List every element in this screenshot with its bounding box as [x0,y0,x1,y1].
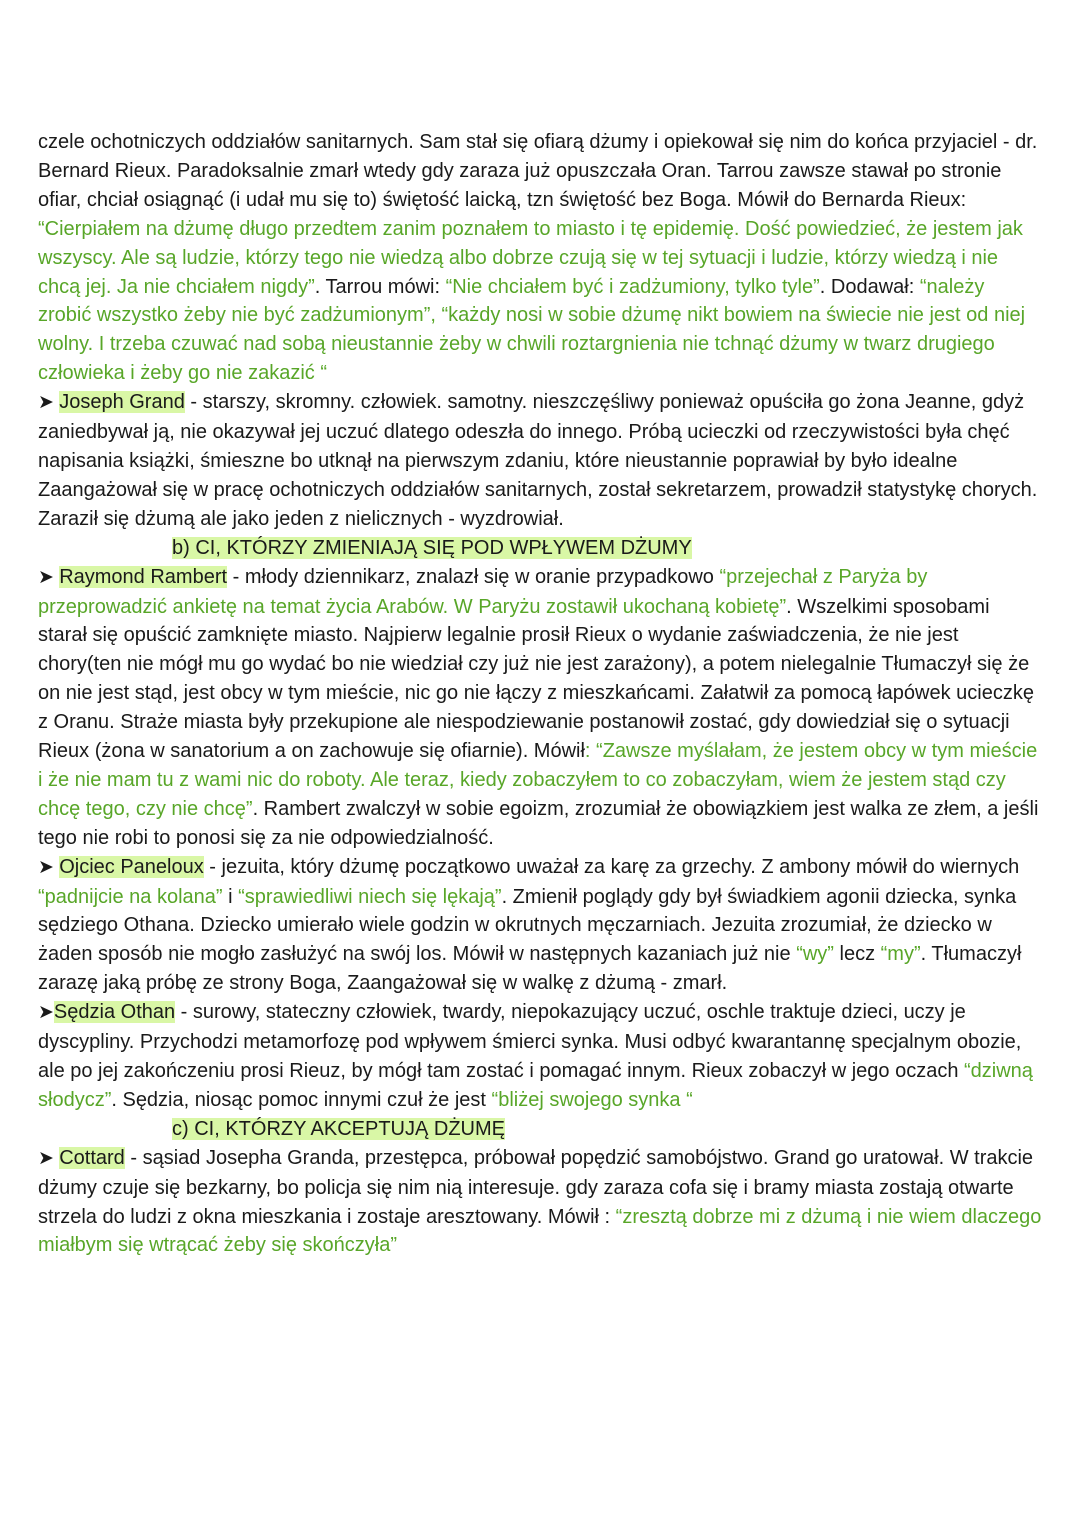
document-page [38,128,1042,1260]
character-name: Sędzia Othan [53,1001,176,1024]
tarrou-paragraph [38,128,1042,388]
text-segment: - surowy, stateczny człowiek, twardy, niepokazujący uczuć, oschle traktuje dzieci, uczy je dyscypliny. Przychodzi metamorfozę pod wpływem śmierci synka. Musi odbyć kwarantannę specjalnym obozie, ale po jej zakończeniu prosi Rieuz, by mógł tam zostać i pomagać innym. Rieux zobaczył w jego oczach [38,1001,1022,1082]
quote-text: “należy zrobić wszystko żeby nie być zadżumionym”, “każdy nosi w sobie dżumę nikt bowiem na świecie nie jest od niej wolny. I trzeba czuwać nad sobą nieustannie żeby w chwili roztargnienia nie tchnąć dżumy w twarz drugiego człowieka i żeby go nie zakazić “ [38,275,1026,385]
text-segment: . Zmienił poglądy gdy był świadkiem agonii dziecka, synka sędziego Othana. Dziecko umierało wiele godzin w okrutnych męczarniach. Jezuita zrozumiał, że dziecko w żaden sposób nie mogło zasłużyć na swój los. Mówił w następnych kazaniach już nie [38,885,1017,966]
text-segment: - młody dziennikarz, znalazł się w oranie przypadkowo [227,565,720,588]
heading-c [38,1115,1042,1144]
quote-text: “padnijcie na kolana” [38,885,223,908]
text-segment: lecz [833,943,881,966]
text-segment: - sąsiad Josepha Granda, przestępca, próbował popędzić samobójstwo. Grand go uratował. W trakcie dżumy czuje się bezkarny, bo policja się nim nią interesuje. gdy zaraza cofa się i bramy miasta zostają otwarte strzela do ludzi z okna mieszkania i zostaje aresztowany. Mówił : [38,1146,1034,1228]
character-name: Joseph Grand [59,391,185,414]
quote-text: “Cierpiałem na dżumę długo przedtem zanim poznałem to miasto i tę epidemię. Dość powiedzieć, że jestem jak wszyscy. Ale są ludzie, którzy tego nie wiedzą albo dobrze czują się w tej sytuacji i ludzie, którzy wiedzą i nie chcą jej. Ja nie chciałem nigdy” [38,217,1023,298]
text-segment: . Tłumaczył zarazę jaką próbę ze strony Boga, Zaangażował się w walkę z dżumą - zmarł. [38,943,1022,995]
text-segment: - starszy, skromny. człowiek. samotny. nieszczęśliwy ponieważ opuściła go żona Jeanne, gdyż zaniedbywał ją, nie okazywał jej uczuć dlatego odeszła do innego. Próbą ucieczki od rzeczywistości była chęć napisania książki, śmieszne bo utknął na pierwszym zdaniu, które nieustannie poprawiał by było idealne Zaangażował się w pracę ochotniczych oddziałów sanitarnych, został sekretarzem, prowadził statystykę chorych. Zaraził się dżumą ale jako jeden z nielicznych - wyzdrowiał. [38,391,1038,530]
grand-paragraph [38,388,1042,534]
quote-text: : “Zawsze myślałam, że jestem obcy w tym mieście i że nie mam tu z wami nic do roboty. Ale teraz, kiedy zobaczyłem to co zobaczyłam, wiem że jestem stąd czy chcę tego, czy nie chcę” [38,740,1038,820]
text-segment: . Rambert zwalczył w sobie egoizm, zrozumiał że obowiązkiem jest walka ze złem, a jeśli tego nie robi to ponosi się za nie odpowiedzialność. [38,797,1039,849]
section-heading: b) CI, KTÓRZY ZMIENIAJĄ SIĘ POD WPŁYWEM DŻUMY [172,536,692,559]
text-segment: . Dodawał: [819,275,920,298]
cottard-paragraph [38,1144,1042,1261]
section-heading: c) CI, KTÓRZY AKCEPTUJĄ DŻUMĘ [172,1117,505,1140]
text-segment: . Tarrou mówi: [314,275,446,298]
bullet-arrow-icon: ➤ [38,1002,54,1024]
quote-text: “przejechał z Paryża by przeprowadzić ankietę na temat życia Arabów. W Paryżu zostawił ukochaną kobietę” [38,565,928,618]
quote-text: “Nie chciałem być i zadżumiony, tylko tyle” [445,275,820,298]
bullet-arrow-icon: ➤ [38,566,60,588]
character-name: Cottard [59,1146,125,1169]
quote-text: “zresztą dobrze mi z dżumą i nie wiem dlaczego miałbym się wtrącać żeby się skończyła” [38,1205,1042,1257]
bullet-arrow-icon: ➤ [38,392,60,414]
quote-text: “dziwną słodycz” [38,1060,1033,1111]
heading-b [38,534,1042,563]
character-name: Ojciec Paneloux [59,855,204,878]
quote-text: “wy” [796,943,834,966]
paneloux-paragraph [38,853,1042,999]
text-segment: . Wszelkimi sposobami starał się opuścić zamknięte miasto. Najpierw legalnie prosił Rieux o wydanie zaświadczenia, że nie jest chory(ten nie mógł mu go wydać bo nie wiedział czy już nie jest zarażony), a potem nielegalnie Tłumaczył się że on nie jest stąd, jest obcy w tym mieście, nic go nie łączy z mieszkańcami. Załatwił za pomocą łapówek ucieczkę z Oranu. Straże miasta były przekupione ale niespodziewanie postanowił zostać, gdy dowiedział się o sytuacji Rieux (żona w sanatorium a on zachowuje się ofiarnie). Mówił [38,595,1034,763]
character-name: Raymond Rambert [59,565,228,588]
rambert-paragraph [38,563,1042,853]
text-segment: i [222,885,239,908]
bullet-arrow-icon: ➤ [38,1147,60,1169]
quote-text: “sprawiedliwi niech się lękają” [238,885,502,908]
text-segment: czele ochotniczych oddziałów sanitarnych. Sam stał się ofiarą dżumy i opiekował się nim do końca przyjaciel - dr. Bernard Rieux. Paradoksalnie zmarł wtedy gdy zaraza już opuszczała Oran. Tarrou zawsze stawał po stronie ofiar, chciał osiągnąć (i udał mu się to) świętość laicką, tzn świętość bez Boga. Mówił do Bernarda Rieux: [38,131,1038,211]
text-segment: - jezuita, który dżumę początkowo uważał za karę za grzechy. Z ambony mówił do wiernych [203,855,1020,878]
othan-paragraph [38,998,1042,1115]
quote-text: “my” [880,943,921,966]
quote-text: “bliżej swojego synka “ [491,1088,693,1111]
bullet-arrow-icon: ➤ [38,856,60,878]
text-segment: . Sędzia, niosąc pomoc innymi czuł że jest [111,1088,492,1111]
